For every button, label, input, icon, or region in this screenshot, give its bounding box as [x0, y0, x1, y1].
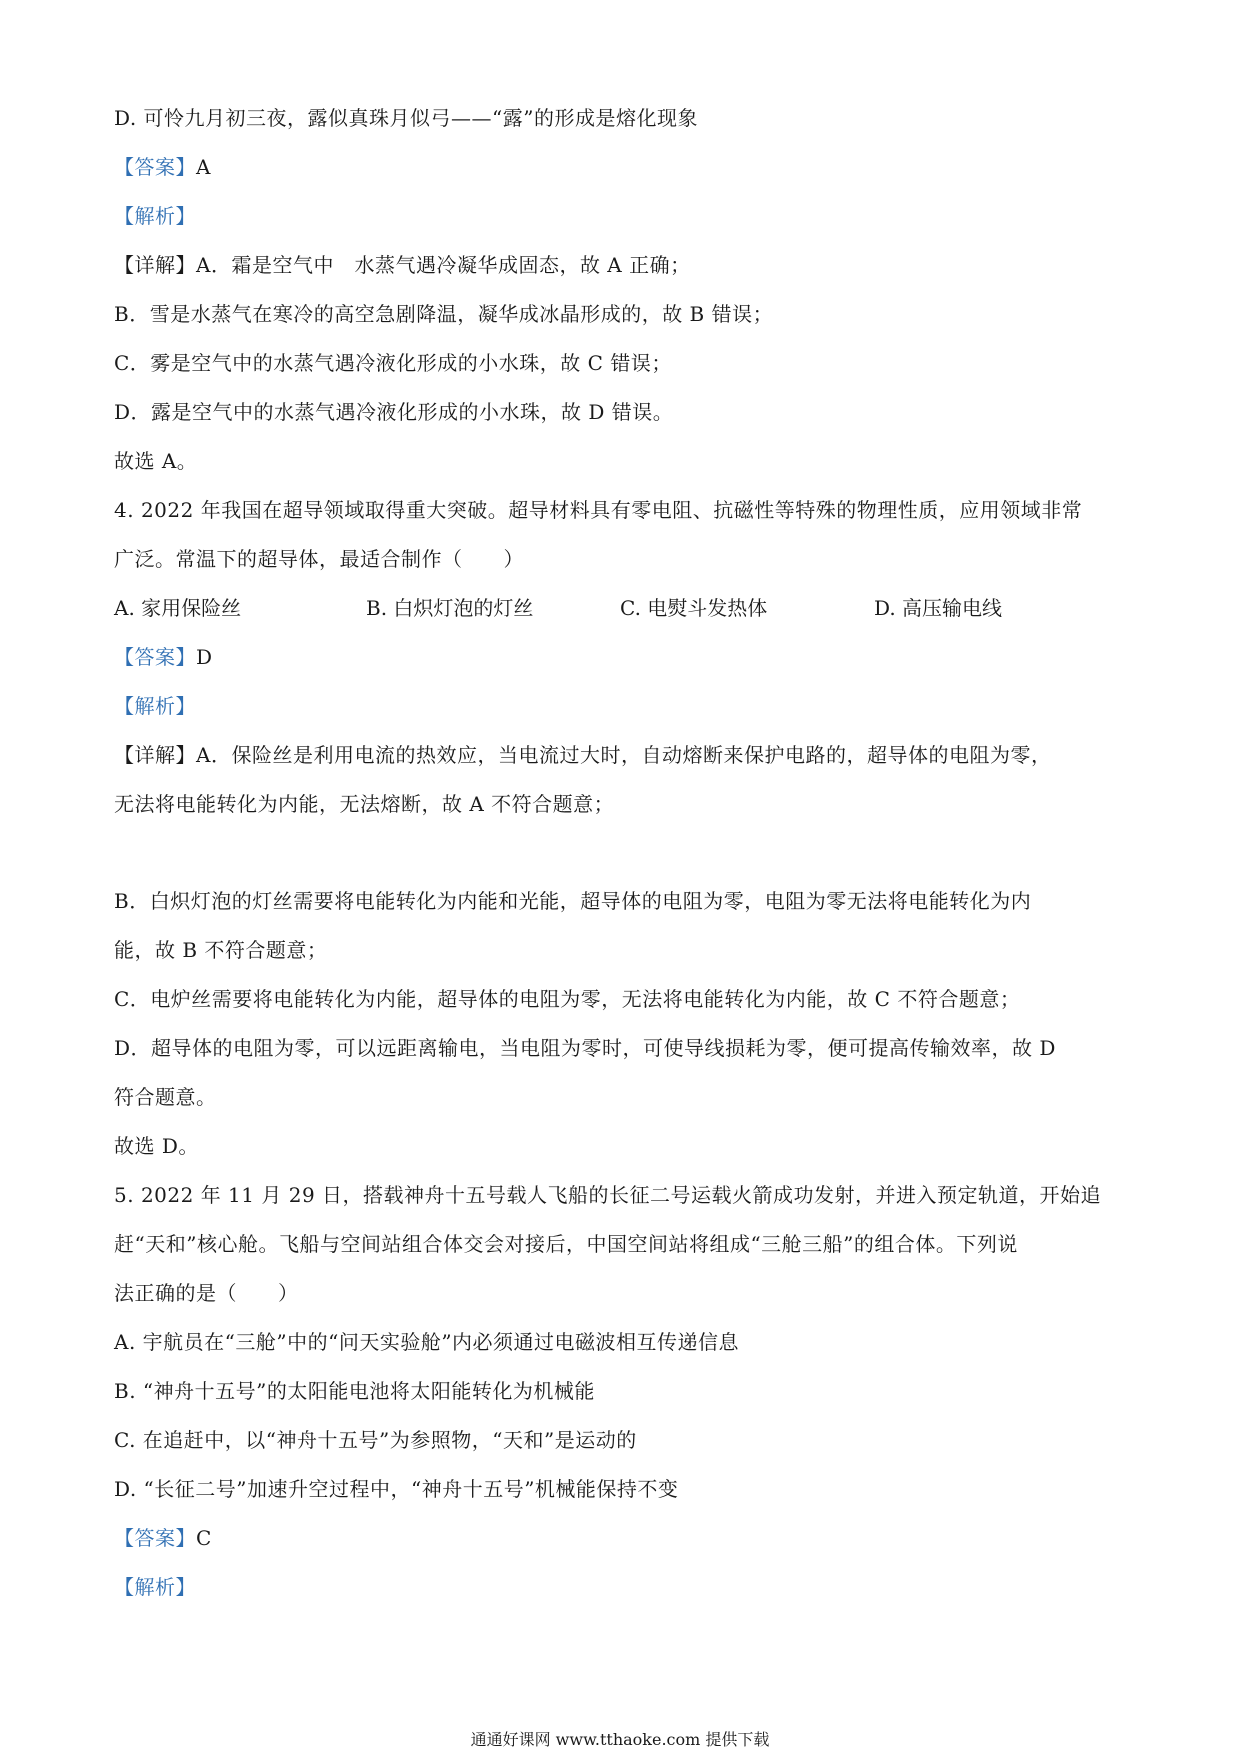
q5-analysis-line	[114, 1573, 196, 1601]
q5-option-b: B. “神舟十五号”的太阳能电池将太阳能转化为机械能	[114, 1379, 595, 1403]
q4-explanation-b1: B．白炽灯泡的灯丝需要将电能转化为内能和光能，超导体的电阻为零，电阻为零无法将电能转化为内	[114, 889, 1032, 913]
q4-option-d: D. 高压输电线	[874, 596, 1003, 620]
q4-analysis-line	[114, 692, 196, 720]
q5-stem-line1: 5. 2022 年 11 月 29 日，搭载神舟十五号载人飞船的长征二号运载火箭成功发射，并进入预定轨道，开始追	[114, 1183, 1102, 1207]
answer-tag: 【答案】	[114, 1526, 196, 1550]
q3-explanation-b: B．雪是水蒸气在寒冷的高空急剧降温，凝华成冰晶形成的，故 B 错误；	[114, 302, 774, 326]
detail-tag: 【详解】	[114, 253, 196, 277]
page-footer: 通通好课网 www.tthaoke.com 提供下载	[470, 1730, 770, 1749]
answer-value: A	[196, 155, 211, 179]
q4-stem-line2: 广泛。常温下的超导体，最适合制作（ ）	[114, 547, 524, 571]
q3-choose: 故选 A。	[114, 449, 198, 473]
q3-detail-line	[114, 251, 691, 279]
q4-stem-line1: 4. 2022 年我国在超导领域取得重大突破。超导材料具有零电阻、抗磁性等特殊的物理性质，应用领域非常	[114, 498, 1083, 522]
detail-tag: 【详解】	[114, 743, 196, 767]
answer-tag: 【答案】	[114, 155, 196, 179]
q3-explanation-c: C．雾是空气中的水蒸气遇冷液化形成的小水珠，故 C 错误；	[114, 351, 672, 375]
q3-answer-line	[114, 153, 211, 181]
analysis-tag: 【解析】	[114, 1575, 196, 1599]
q4-explanation-d1: D．超导体的电阻为零，可以远距离输电，当电阻为零时，可使导线损耗为零，便可提高传输效率，故 D	[114, 1036, 1056, 1060]
q4-choose: 故选 D。	[114, 1134, 199, 1158]
q4-explanation-c: C．电炉丝需要将电能转化为内能，超导体的电阻为零，无法将电能转化为内能，故 C 不符合题意；	[114, 987, 1021, 1011]
q3-explanation-d: D．露是空气中的水蒸气遇冷液化形成的小水珠，故 D 错误。	[114, 400, 674, 424]
answer-value: C	[196, 1526, 212, 1550]
q4-option-b: B. 白炽灯泡的灯丝	[366, 596, 534, 620]
analysis-tag: 【解析】	[114, 204, 196, 228]
q5-option-c: C. 在追赶中，以“神舟十五号”为参照物，“天和”是运动的	[114, 1428, 637, 1452]
q4-option-a: A. 家用保险丝	[114, 596, 242, 620]
q5-stem-line3: 法正确的是（ ）	[114, 1281, 299, 1305]
q4-answer-line	[114, 643, 213, 671]
q5-answer-line	[114, 1524, 212, 1552]
answer-value: D	[196, 645, 213, 669]
q4-detail-line1	[114, 741, 1051, 769]
detail-text: A．霜是空气中 水蒸气遇冷凝华成固态，故 A 正确；	[196, 253, 691, 277]
detail-text: A．保险丝是利用电流的热效应，当电流过大时，自动熔断来保护电路的，超导体的电阻为零，	[196, 743, 1052, 767]
answer-tag: 【答案】	[114, 645, 196, 669]
q3-analysis-line	[114, 202, 196, 230]
analysis-tag: 【解析】	[114, 694, 196, 718]
option-d-line: D. 可怜九月初三夜，露似真珠月似弓——“露”的形成是熔化现象	[114, 106, 698, 130]
q4-explanation-b2: 能，故 B 不符合题意；	[114, 938, 328, 962]
q4-detail-line2: 无法将电能转化为内能，无法熔断，故 A 不符合题意；	[114, 792, 615, 816]
q5-stem-line2: 赶“天和”核心舱。飞船与空间站组合体交会对接后，中国空间站将组成“三舱三船”的组合体。下列说	[114, 1232, 1018, 1256]
q5-option-d: D. “长征二号”加速升空过程中，“神舟十五号”机械能保持不变	[114, 1477, 679, 1501]
q5-option-a: A. 宇航员在“三舱”中的“问天实验舱”内必须通过电磁波相互传递信息	[114, 1330, 740, 1354]
q4-explanation-d2: 符合题意。	[114, 1085, 217, 1109]
q4-option-c: C. 电熨斗发热体	[620, 596, 768, 620]
